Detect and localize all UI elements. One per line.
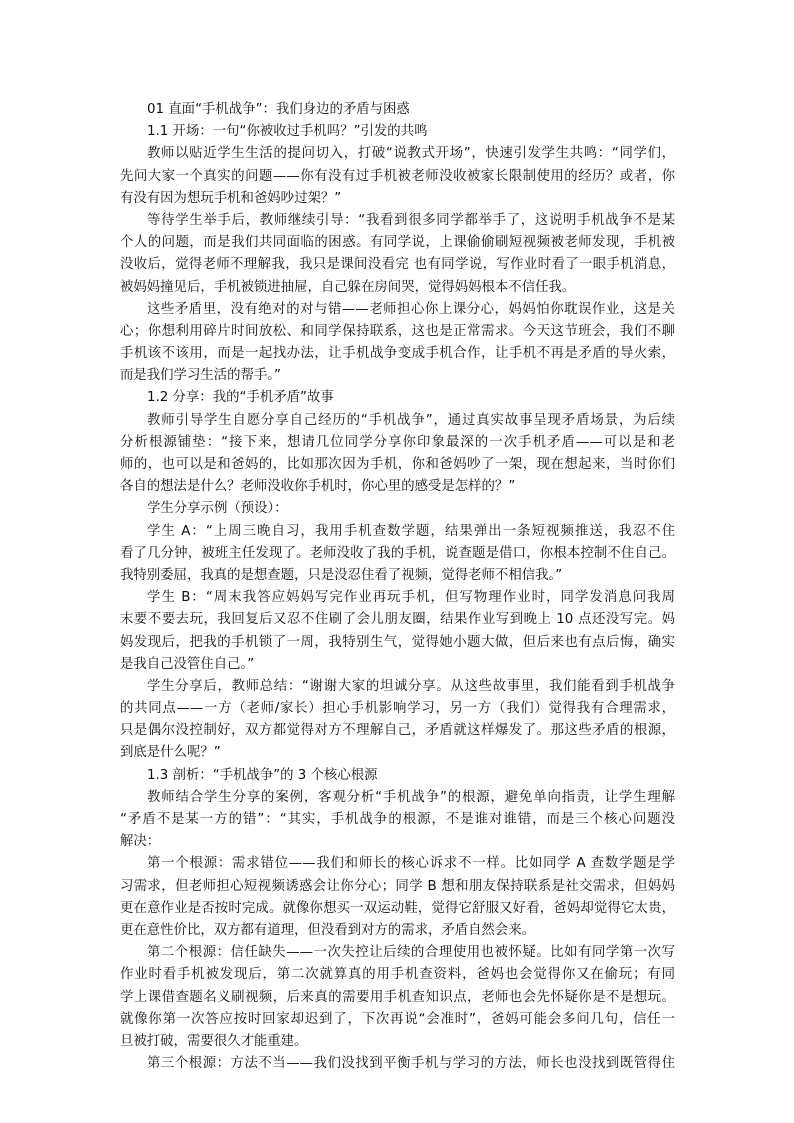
paragraph-line: 学生分享后，教师总结：“谢谢大家的坦诚分享。从这些故事里，我们能看到手机战争 xyxy=(147,678,675,694)
paragraph-line: 教师以贴近学生生活的提问切入，打破“说教式开场”，快速引发学生共鸣：“同学们， xyxy=(147,146,675,162)
paragraph-line: 学生分享示例（预设）： xyxy=(147,501,288,517)
paragraph-line: 只是偶尔没控制好，双方都觉得对方不理解自己，矛盾就这样爆发了。那这些矛盾的根源， xyxy=(120,723,675,739)
paragraph-line: 习需求，但老师担心短视频诱惑会让你分心；同学 B 想和朋友保持联系是社交需求，但妈妈 xyxy=(120,878,675,894)
paragraph-line: 第三个根源：方法不当——我们没找到平衡手机与学习的方法，师长也没找到既管得住 xyxy=(147,1056,675,1072)
paragraph-line: 看了几分钟，被班主任发现了。老师没收了我的手机，说查题是借口，你根本控制不住自己。 xyxy=(120,545,675,561)
paragraph-line: 手机该不该用，而是一起找办法，让手机战争变成手机合作，让手机不再是矛盾的导火索， xyxy=(120,346,675,362)
section-heading: 1.3 剖析：“手机战争”的 3 个核心根源 xyxy=(147,767,378,783)
document-page xyxy=(120,99,675,1075)
paragraph-line: 心；你想利用碎片时间放松、和同学保持联系，这也是正常需求。今天这节班会，我们不聊 xyxy=(120,323,675,339)
paragraph-line: 第一个根源：需求错位——我们和师长的核心诉求不一样。比如同学 A 查数学题是学 xyxy=(147,856,675,872)
paragraph-line: 先问大家一个真实的问题——你有没有过手机被老师没收被家长限制使用的经历？或者，你 xyxy=(120,168,675,184)
paragraph-line: 妈发现后，把我的手机锁了一周，我特别生气，觉得她小题大做，但后来也有点后悔，确实 xyxy=(120,634,675,650)
paragraph-line: 末要不要去玩，我回复后又忍不住刷了会儿朋友圈，结果作业写到晚上 10 点还没写完。妈 xyxy=(120,612,675,628)
paragraph-line: 各自的想法是什么？老师没收你手机时，你心里的感受是怎样的？” xyxy=(120,479,516,495)
paragraph-line: 是我自己没管住自己。” xyxy=(120,656,255,672)
paragraph-line: 作业时看手机被发现后，第二次就算真的用手机查资料，爸妈也会觉得你又在偷玩；有同 xyxy=(120,967,675,983)
paragraph-line: 教师引导学生自愿分享自己经历的“手机战争”，通过真实故事呈现矛盾场景，为后续 xyxy=(147,412,675,428)
section-heading: 01 直面“手机战争”：我们身边的矛盾与困惑 xyxy=(147,102,410,117)
paragraph-line: 更在意性价比，双方都有道理，但没看到对方的需求，矛盾自然会来。 xyxy=(120,922,536,938)
paragraph-line: 分析根源铺垫：“接下来，想请几位同学分享你印象最深的一次手机矛盾——可以是和老 xyxy=(120,434,675,450)
paragraph-line: 到底是什么呢？” xyxy=(120,745,221,761)
paragraph-line: 就像你第一次答应按时回家却迟到了，下次再说“会准时”，爸妈可能会多问几句，信任一 xyxy=(120,1011,675,1027)
paragraph-line: 师的，也可以是和爸妈的，比如那次因为手机，你和爸妈吵了一架，现在想起来，当时你们 xyxy=(120,457,675,472)
paragraph-line: 而是我们学习生活的帮手。” xyxy=(120,368,281,384)
paragraph-line: 解决： xyxy=(120,834,161,850)
paragraph-line: 旦被打破，需要很久才能重建。 xyxy=(120,1033,308,1049)
paragraph-line: 第二个根源：信任缺失——一次失控让后续的合理使用也被怀疑。比如有同学第一次写 xyxy=(147,945,675,961)
paragraph-line: 个人的问题，而是我们共同面临的困惑。有同学说，上课偷偷刷短视频被老师发现，手机被 xyxy=(120,235,675,251)
paragraph-line: 学生 A：“上周三晚自习，我用手机查数学题，结果弹出一条短视频推送，我忍不住 xyxy=(147,523,675,539)
paragraph-line: “矛盾不是某一方的错”：“其实，手机战争的根源，不是谁对谁错，而是三个核心问题没 xyxy=(120,812,675,827)
paragraph-line: 没收后，觉得老师不理解我，我只是课间没看完 也有同学说，写作业时看了一眼手机消息， xyxy=(120,257,675,273)
section-heading: 1.1 开场：一句“你被收过手机吗？”引发的共鸣 xyxy=(147,124,428,140)
paragraph-line: 这些矛盾里，没有绝对的对与错——老师担心你上课分心，妈妈怕你耽误作业，这是关 xyxy=(147,301,675,317)
paragraph-line: 教师结合学生分享的案例，客观分析“手机战争”的根源，避免单向指责，让学生理解 xyxy=(147,789,675,805)
section-heading: 1.2 分享：我的“手机矛盾”故事 xyxy=(147,390,334,406)
paragraph-line: 学上课借查题名义刷视频，后来真的需要用手机查知识点，老师也会先怀疑你是不是想玩。 xyxy=(120,989,675,1005)
paragraph-line: 学生 B：“周末我答应妈妈写完作业再玩手机，但写物理作业时，同学发消息问我周 xyxy=(147,590,675,606)
paragraph-line: 被妈妈撞见后，手机被锁进抽屉，自己躲在房间哭，觉得妈妈根本不信任我。 xyxy=(120,279,576,295)
paragraph-line: 我特别委屈，我真的是想查题，只是没忍住看了视频，觉得老师不相信我。” xyxy=(120,567,563,583)
paragraph-line: 有没有因为想玩手机和爸妈吵过架？” xyxy=(120,190,342,206)
paragraph-line: 等待学生举手后，教师继续引导：“我看到很多同学都举手了，这说明手机战争不是某 xyxy=(147,212,675,228)
paragraph-line: 的共同点——一方（老师/家长）担心手机影响学习，另一方（我们）觉得我有合理需求， xyxy=(120,701,675,717)
paragraph-line: 更在意作业是否按时完成。就像你想买一双运动鞋，觉得它舒服又好看，爸妈却觉得它太贵， xyxy=(120,900,675,916)
